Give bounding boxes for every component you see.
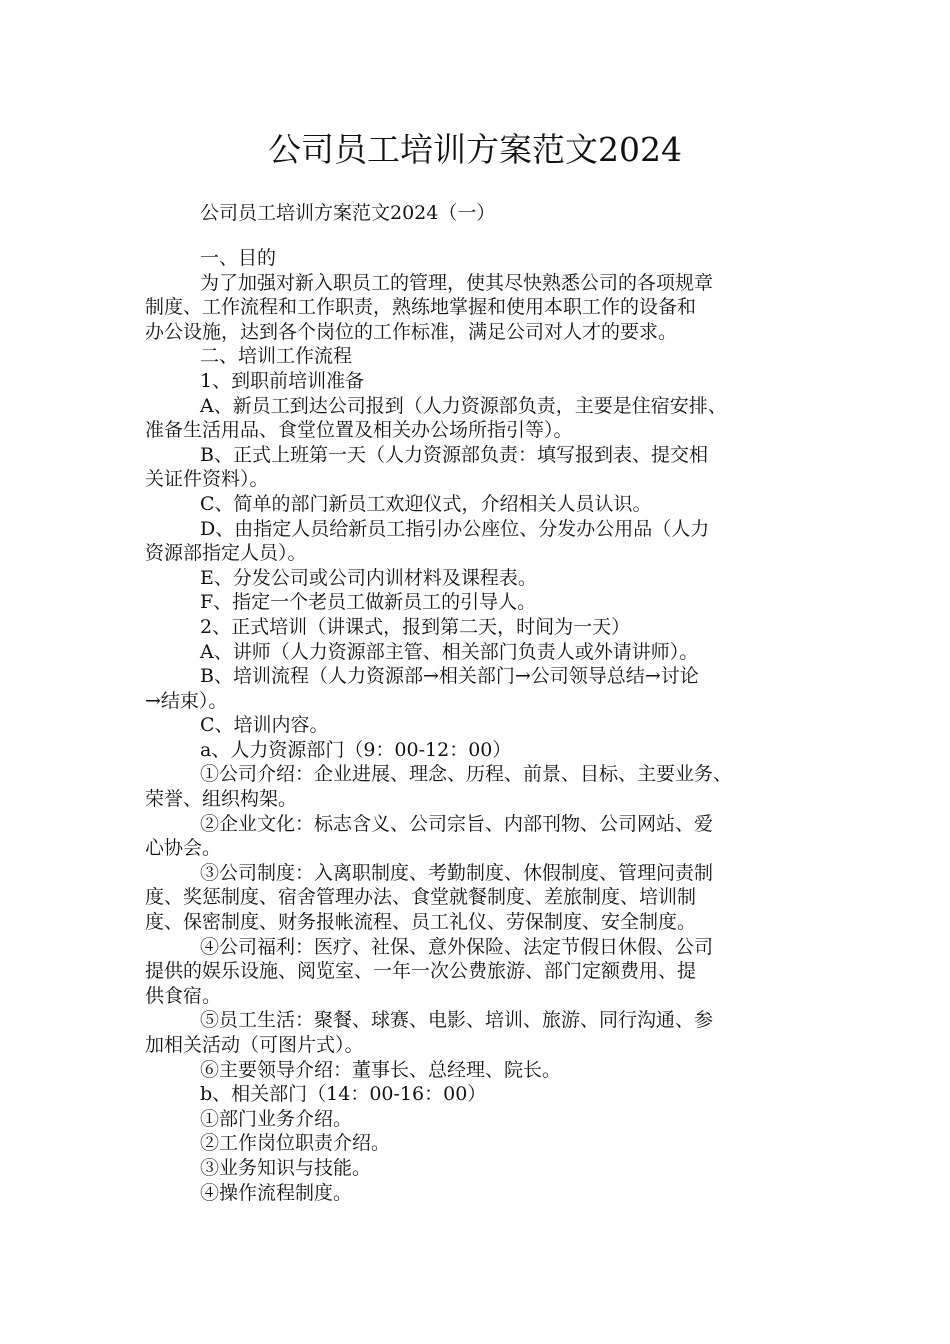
paragraph: [145, 1156, 825, 1181]
paragraph: [145, 1107, 825, 1132]
paragraph-line: E、分发公司或公司内训材料及课程表。: [200, 566, 537, 589]
paragraph-line: 加相关活动（可图片式）。: [145, 1034, 364, 1056]
paragraph: [145, 1008, 825, 1057]
paragraph-line: ①公司介绍：企业进展、理念、历程、前景、目标、主要业务、: [200, 763, 733, 786]
document-title: 公司员工培训方案范文2024: [268, 130, 682, 169]
paragraph: [145, 1058, 825, 1083]
paragraph: [145, 1131, 825, 1156]
paragraph: [145, 664, 825, 713]
paragraph: [145, 566, 825, 591]
paragraph: [145, 713, 825, 738]
paragraph-line: 关证件资料）。: [145, 468, 269, 491]
paragraph-line: ④公司福利：医疗、社保、意外保险、法定节假日休假、公司: [200, 935, 714, 958]
paragraph-line: ⑥主要领导介绍：董事长、总经理、院长。: [200, 1058, 562, 1081]
paragraph-line: a、人力资源部门（9：00-12：00）: [200, 738, 512, 761]
paragraph-line: 提供的娱乐设施、阅览室、一年一次公费旅游、部门定额费用、提: [145, 960, 697, 983]
paragraph-line: F、指定一个老员工做新员工的引导人。: [200, 591, 537, 614]
paragraph-line: 2、正式培训（讲课式，报到第二天，时间为一天）: [200, 615, 631, 638]
paragraph: [145, 443, 825, 492]
paragraph-line: 二、培训工作流程: [200, 345, 353, 368]
paragraph-line: 供食宿。: [145, 984, 222, 1007]
paragraph-line: ②企业文化：标志含义、公司宗旨、内部刊物、公司网站、爱: [200, 812, 714, 835]
document-subtitle: 公司员工培训方案范文2024（一）: [200, 202, 496, 224]
paragraph-line: b、相关部门（14：00-16：00）: [200, 1083, 487, 1106]
paragraph-line: ⑤员工生活：聚餐、球赛、电影、培训、旅游、同行沟通、参: [200, 1009, 714, 1032]
paragraph-line: →结束）。: [145, 689, 228, 712]
paragraph-line: ③业务知识与技能。: [200, 1156, 372, 1179]
paragraph: [145, 861, 825, 935]
paragraph-line: 制度、工作流程和工作职责，熟练地掌握和使用本职工作的设备和: [145, 296, 697, 319]
paragraph: [145, 935, 825, 1009]
paragraph: [145, 344, 825, 369]
paragraph-line: C、简单的部门新员工欢迎仪式，介绍相关人员认识。: [200, 492, 652, 515]
paragraph: [145, 640, 825, 665]
paragraph-line: 为了加强对新入职员工的管理，使其尽快熟悉公司的各项规章: [200, 271, 714, 294]
paragraph: [145, 1082, 825, 1107]
paragraph: [145, 246, 825, 271]
paragraph-line: ③公司制度：入离职制度、考勤制度、休假制度、管理问责制: [200, 861, 714, 884]
paragraph: [145, 1181, 825, 1206]
paragraph: [145, 394, 825, 443]
paragraph: [145, 517, 825, 566]
paragraph: [145, 738, 825, 763]
paragraph-line: 心协会。: [145, 837, 222, 860]
paragraph: [145, 369, 825, 394]
paragraph-line: 办公设施，达到各个岗位的工作标准，满足公司对人才的要求。: [145, 320, 678, 343]
paragraph: [145, 615, 825, 640]
paragraph-line: D、由指定人员给新员工指引办公座位、分发办公用品（人力: [200, 517, 710, 540]
paragraph: [145, 590, 825, 615]
paragraph: [145, 812, 825, 861]
paragraph-line: 准备生活用品、食堂位置及相关办公场所指引等）。: [145, 419, 573, 442]
paragraph: [145, 492, 825, 517]
paragraph-line: 1、到职前培训准备: [200, 369, 365, 392]
paragraph-line: ②工作岗位职责介绍。: [200, 1132, 391, 1155]
paragraph-line: 荣誉、组织构架。: [145, 788, 298, 811]
document-body: [145, 246, 825, 1205]
paragraph-line: B、正式上班第一天（人力资源部负责：填写报到表、提交相: [200, 443, 708, 466]
paragraph-line: A、讲师（人力资源部主管、相关部门负责人或外请讲师）。: [200, 640, 699, 663]
paragraph-line: ①部门业务介绍。: [200, 1107, 353, 1130]
paragraph-line: 度、保密制度、财务报帐流程、员工礼仪、劳保制度、安全制度。: [145, 911, 697, 934]
paragraph-line: 资源部指定人员）。: [145, 542, 307, 565]
paragraph: [145, 762, 825, 811]
paragraph: [145, 271, 825, 345]
paragraph-line: C、培训内容。: [200, 714, 329, 737]
paragraph-line: ④操作流程制度。: [200, 1181, 353, 1204]
paragraph-line: A、新员工到达公司报到（人力资源部负责，主要是住宿安排、: [200, 394, 727, 417]
paragraph-line: 度、奖惩制度、宿舍管理办法、食堂就餐制度、差旅制度、培训制: [145, 886, 697, 909]
paragraph-line: 一、目的: [200, 247, 277, 269]
paragraph-line: B、培训流程（人力资源部→相关部门→公司领导总结→讨论: [200, 665, 699, 688]
